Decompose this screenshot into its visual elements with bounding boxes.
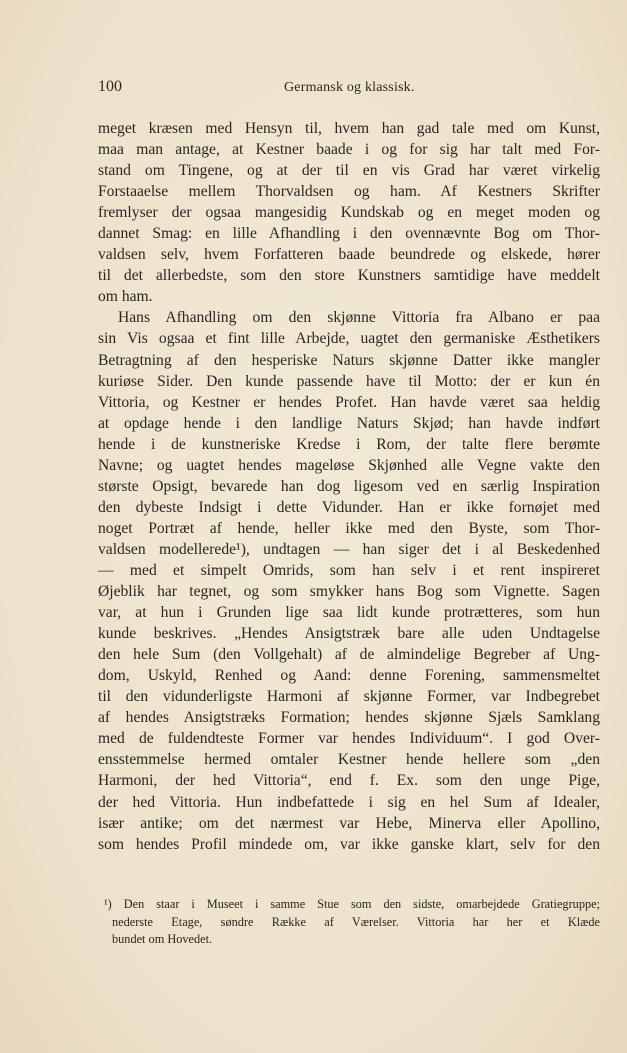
text-line: ensstemmelse hermed omtaler Kestner hende hellere som „den xyxy=(98,751,600,769)
text-line: meget kræsen med Hensyn til, hvem han gad tale med om Kunst, xyxy=(98,120,600,137)
text-line: — med et simpelt Omrids, som han selv i et rent inspireret xyxy=(98,561,600,579)
text-line: om ham. xyxy=(98,288,153,306)
text-line: Navne; og uagtet hendes mageløse Skjønhed alle Vegne vakte den xyxy=(98,456,600,474)
footnote xyxy=(98,896,600,949)
text-line: stand om Tingene, og at der til en vis Grad har været virkelig xyxy=(98,162,600,180)
body-text xyxy=(98,118,600,855)
text-line: at opdage hende i den landlige Naturs Skjød; han havde indført xyxy=(98,414,600,432)
text-line: med de fuldendteste Former var hendes Individuum“. I god Over- xyxy=(98,730,600,748)
text-line: Forstaaelse mellem Thorvaldsen og ham. Af Kestners Skrifter xyxy=(98,183,600,201)
text-line: der hed Vittoria. Hun indbefattede i sig en hel Sum af Idealer, xyxy=(98,793,600,811)
text-line: valdsen selv, hvem Forfatteren baade beundrede og elskede, hører xyxy=(98,246,600,264)
footnote-line: ¹) Den staar i Museet i samme Stue som den sidste, omarbejdede Gratiegruppe; xyxy=(104,897,600,911)
text-line: som hendes Profil mindede om, var ikke ganske klart, selv for den xyxy=(98,835,600,853)
text-line: af hendes Ansigtstræks Formation; hendes skjønne Sjæls Samklang xyxy=(98,709,600,727)
page-number: 100 xyxy=(98,78,122,95)
text-line: var, at hun i Grunden lige saa lidt kunde protrætteres, som hun xyxy=(98,604,600,622)
running-title: Germansk og klassisk. xyxy=(284,80,415,95)
text-line: den dybeste Indsigt i dette Vidunder. Han er ikke fornøjet med xyxy=(98,498,600,516)
text-line: dom, Uskyld, Renhed og Aand: denne Forening, sammensmeltet xyxy=(98,667,600,685)
page-header xyxy=(98,78,600,100)
text-line: noget Portræt af hende, heller ikke med den Byste, som Thor- xyxy=(98,519,600,537)
text-line: kuriøse Sider. Den kunde passende have til Motto: der er kun én xyxy=(98,372,600,390)
text-line: sin Vis ogsaa et fint lille Arbejde, uagtet den germaniske Æsthetikers xyxy=(98,330,600,348)
text-line: Hans Afhandling om den skjønne Vittoria fra Albano er paa xyxy=(118,309,600,327)
footnote-line: nederste Etage, søndre Række af Værelser. Vittoria har her et Klæde xyxy=(112,914,600,929)
text-line: hende i de kunstneriske Kredse i Rom, der talte flere berømte xyxy=(98,435,600,453)
footnote-line: bundet om Hovedet. xyxy=(112,932,213,946)
text-line: til den vidunderligste Harmoni af skjønne Former, var Indbegrebet xyxy=(98,688,600,706)
text-line: Harmoni, der hed Vittoria“, end f. Ex. som den unge Pige, xyxy=(98,772,600,790)
text-line: maa man antage, at Kestner baade i og for sig har talt med For- xyxy=(98,141,600,159)
text-line: Øjeblik har tegnet, og som smykker hans Bog som Vignette. Sagen xyxy=(98,583,600,601)
text-line: Vittoria, og Kestner er hendes Profet. Han havde været saa heldig xyxy=(98,393,600,411)
text-line: til det allerbedste, som den store Kunstners samtidige have meddelt xyxy=(98,267,600,285)
text-line: fremlyser der ogsaa mangesidig Kundskab og en meget moden og xyxy=(98,204,600,222)
text-line: valdsen modellerede¹), undtagen — han siger det i al Beskedenhed xyxy=(98,540,600,558)
text-line: største Opsigt, bevarede han dog ligesom ved en særlig Inspiration xyxy=(98,477,600,495)
text-line: især antike; om det nærmest var Hebe, Minerva eller Apollino, xyxy=(98,814,600,832)
text-line: Betragtning af den hesperiske Naturs skjønne Datter ikke mangler xyxy=(98,351,600,369)
text-line: den hele Sum (den Vollgehalt) af de almindelige Begreber af Ung- xyxy=(98,646,600,664)
text-line: kunde beskrives. „Hendes Ansigtstræk bare alle uden Undtagelse xyxy=(98,625,600,643)
text-line: dannet Smag: en lille Afhandling i den ovennævnte Bog om Thor- xyxy=(98,225,600,243)
